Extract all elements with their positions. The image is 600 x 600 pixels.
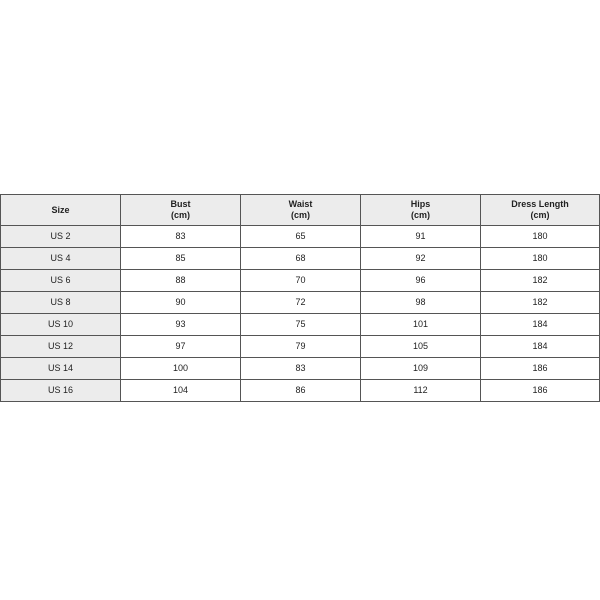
size-cell: US 6 [1,270,121,292]
dress-length-cell: 180 [481,248,600,270]
bust-cell: 100 [121,358,241,380]
hips-cell: 101 [361,314,481,336]
size-cell: US 14 [1,358,121,380]
dress-length-cell: 186 [481,358,600,380]
column-unit: (cm) [170,210,190,220]
column-header-hips [361,195,481,226]
dress-length-cell: 184 [481,314,600,336]
dress-length-cell: 186 [481,380,600,402]
bust-cell: 88 [121,270,241,292]
waist-cell: 68 [241,248,361,270]
waist-cell: 72 [241,292,361,314]
waist-cell: 70 [241,270,361,292]
column-label: Dress Length [511,199,569,209]
column-header-size [1,195,121,226]
column-header-bust [121,195,241,226]
dress-length-cell: 184 [481,336,600,358]
size-cell: US 16 [1,380,121,402]
size-cell: US 4 [1,248,121,270]
bust-cell: 85 [121,248,241,270]
waist-cell: 75 [241,314,361,336]
waist-cell: 83 [241,358,361,380]
bust-cell: 83 [121,226,241,248]
table-row [1,292,600,314]
bust-cell: 90 [121,292,241,314]
column-header-dress-length [481,195,600,226]
bust-cell: 97 [121,336,241,358]
hips-cell: 91 [361,226,481,248]
size-cell: US 12 [1,336,121,358]
table-row [1,336,600,358]
table-row [1,248,600,270]
hips-cell: 105 [361,336,481,358]
column-label: Size [51,204,70,215]
hips-cell: 112 [361,380,481,402]
table-row [1,380,600,402]
column-unit: (cm) [410,210,430,220]
column-header-waist [241,195,361,226]
bust-cell: 93 [121,314,241,336]
size-cell: US 2 [1,226,121,248]
waist-cell: 65 [241,226,361,248]
table-row [1,314,600,336]
dress-length-cell: 182 [481,292,600,314]
bust-cell: 104 [121,380,241,402]
column-unit: (cm) [530,210,550,220]
column-label: Bust [170,199,191,209]
table-row [1,226,600,248]
waist-cell: 79 [241,336,361,358]
column-label: Waist [288,199,313,209]
size-cell: US 10 [1,314,121,336]
column-unit: (cm) [290,210,310,220]
size-chart-table [0,194,600,402]
waist-cell: 86 [241,380,361,402]
table-row [1,358,600,380]
hips-cell: 92 [361,248,481,270]
table-header-row [1,195,600,226]
hips-cell: 98 [361,292,481,314]
size-cell: US 8 [1,292,121,314]
hips-cell: 109 [361,358,481,380]
dress-length-cell: 180 [481,226,600,248]
table-row [1,270,600,292]
hips-cell: 96 [361,270,481,292]
column-label: Hips [410,199,431,209]
dress-length-cell: 182 [481,270,600,292]
